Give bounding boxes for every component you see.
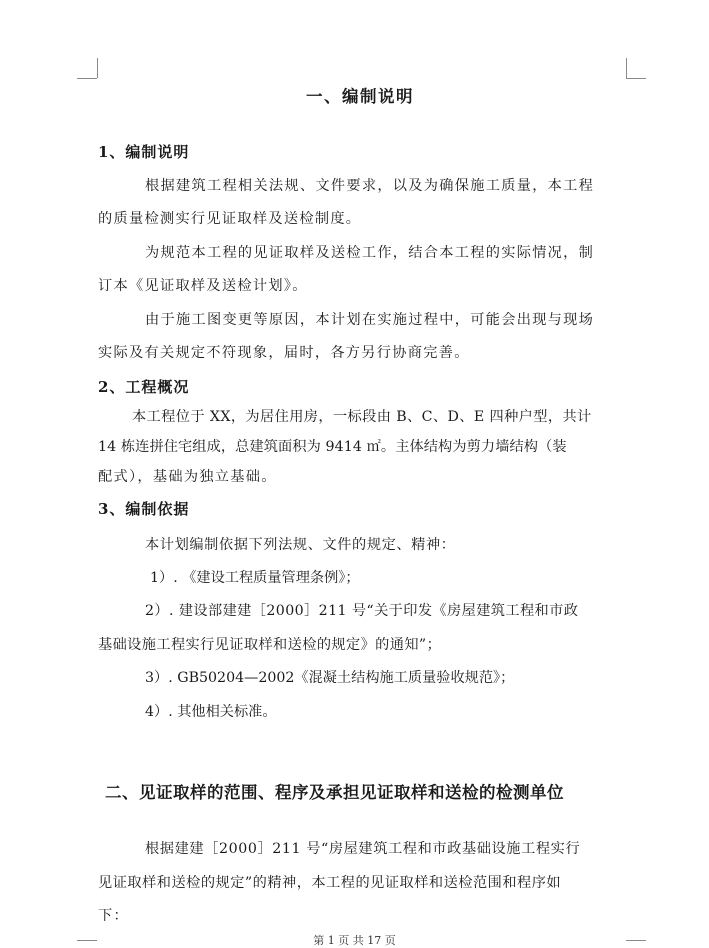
subsection-1-heading: 1、编制说明 [98, 143, 190, 161]
paragraph-line: 见证取样和送检的规定”的精神，本工程的见证取样和送检范围和程序如 [98, 875, 562, 891]
paragraph-line: 由于施工图变更等原因，本计划在实施过程中，可能会出现与现场 [145, 312, 595, 328]
list-item: 4）. 其他相关标准。 [145, 704, 277, 720]
section-2-title: 二、见证取样的范围、程序及承担见证取样和送检的检测单位 [105, 783, 564, 802]
paragraph-line: 根据建建［2000］211 号“房屋建筑工程和市政基础设施工程实行 [145, 841, 581, 857]
crop-mark-top-left [77, 78, 97, 79]
crop-mark-top-right [626, 78, 646, 79]
list-item: 2）. 建设部建建［2000］211 号“关于印发《房屋建筑工程和市政 [145, 603, 579, 619]
paragraph-line: 下： [98, 908, 129, 924]
list-item: 基础设施工程实行见证取样和送检的规定》的通知”； [98, 637, 442, 653]
section-1-title: 一、编制说明 [306, 87, 414, 106]
subsection-3-heading: 3、编制依据 [98, 500, 190, 518]
paragraph-line: 根据建筑工程相关法规、文件要求，以及为确保施工质量，本工程 [145, 178, 595, 194]
paragraph-line: 订本《见证取样及送检计划》。 [98, 278, 308, 294]
paragraph-line: 实际及有关规定不符现象，届时，各方另行协商完善。 [98, 345, 470, 361]
page-footer: 第 1 页 共 17 页 [313, 934, 396, 947]
paragraph-line: 本工程位于 XX，为居住用房，一标段由 B、C、D、E 四种户型，共计 [132, 409, 592, 425]
paragraph-line: 配式），基础为独立基础。 [98, 469, 277, 485]
crop-mark-top-left [97, 58, 98, 78]
paragraph-line: 的质量检测实行见证取样及送检制度。 [98, 211, 362, 227]
paragraph-line: 本计划编制依据下列法规、文件的规定、精神： [145, 537, 456, 553]
paragraph-line: 为规范本工程的见证取样及送检工作，结合本工程的实际情况，制 [145, 245, 595, 261]
paragraph-line: 14 栋连拼住宅组成，总建筑面积为 9414 ㎡。主体结构为剪力墙结构（装 [98, 439, 567, 455]
crop-mark-top-right [626, 58, 627, 78]
subsection-2-heading: 2、工程概况 [98, 378, 190, 396]
list-item: 1）. 《建设工程质量管理条例》； [150, 570, 360, 586]
list-item: 3）. GB50204—2002《混凝土结构施工质量验收规范》； [145, 670, 515, 686]
